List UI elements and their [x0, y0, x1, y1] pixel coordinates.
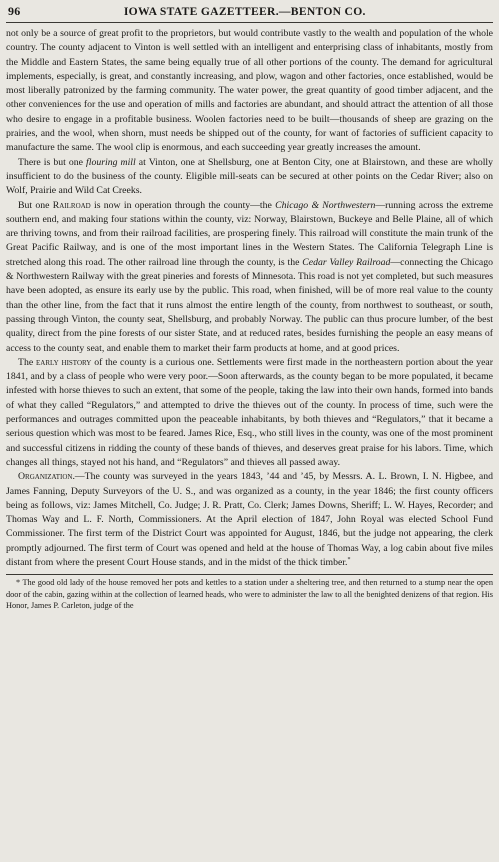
paragraph-text: not only be a source of great profit to the proprietors, but would contribute vastly to the wealth and population of the whole country. The county adjacent to Vinton is well settled with an intelligent and enterprising class of inhabitants, mostly from the Middle and Eastern States, the same being equally true of all other portions of the county. The demand for agricultural implements, especially, is great, and constantly increasing, and plow, wagon and other factories, once established, would be most liberally patronized by the farming community. The water power, the great quantity of good timber adjacent, and the other conveniences for the use and operation of mills and factories are abundant, and should attract the attention of all those who desire to engage in a profitable business. Woolen factories need to be built—thousands of sheep are grazing on the prairies, and the wool, when shorn, must needs be shipped out of the county, for want of factories of sufficient capacity to manufacture the same. The wool clip is enormous, and each succeeding year greatly increases the amount. — [6, 28, 493, 154]
section-lead: early history — [36, 356, 92, 368]
paragraph-organization — [6, 470, 493, 570]
paragraph-railroad — [6, 199, 493, 356]
paragraph-text: —running across the extreme southern end, and making four stations within the county, viz: Norway, Blairstown, Buckeye and Belle Plaine, all of which are thriving towns, and from their railroad facilities, are prospering finely. This railroad will constitute the main trunk of the Great Pacific Railway, and is one of the most important lines in the Western States. The California Telegraph Line is stretched along this road. The other railroad line through the county, is the — [6, 199, 494, 268]
emphasis-text: flouring mill — [86, 156, 136, 168]
section-lead: Railroad — [52, 199, 91, 211]
paragraph-text: But one — [18, 199, 53, 211]
emphasis-text: Cedar Valley Railroad — [302, 256, 391, 268]
footnote — [6, 577, 493, 612]
paragraph-text: .—The county was surveyed in the years 1843, ’44 and ’45, by Messrs. A. L. Brown, I. N. Higbee, and James Fanning, Deputy Surveyors of the U. S., and was organized as a county, in the year 1846; the first county officers being as follows, viz: James Mitchell, Co. Judge; J. R. Pratt, Co. Clerk; James Downs, Sheriff; L. W. Hayes, Recorder; and Thomas Way and L. F. North, Commissioners. At the April election of 1847, John Royal was elected School Fund Commissioner. The first term of the District Court was appointed for August, 1846, but the judge not appearing, the clerk promptly adjourned. The first term of Court was opened and held at the house of Thomas Way, a log cabin about five miles distant from where the present Court House stands, and in the midst of the thick timber. — [6, 471, 493, 568]
running-header — [6, 4, 493, 23]
article-body — [6, 27, 493, 570]
paragraph-text: is now in operation through the county—the — [90, 199, 276, 211]
emphasis-text: Chicago & Northwestern — [275, 199, 376, 211]
running-title: IOWA STATE GAZETTEER.—BENTON CO. — [123, 5, 366, 18]
paragraph-flouring-mills — [6, 156, 493, 199]
footnote-marker: * — [16, 578, 21, 588]
paragraph-text: —connecting the Chicago & Northwestern Railway with the great pineries and forests of Minnesota. This road is not yet completed, but such measures have been adopted, as ensure its early use by the public. This road, when finished, will be of more real value to the county than the other line, from the fact that it runs almost the entire length of the county, from northwest to southeast, or south, passing through Vinton, the county seat, Shellsburg, and probably Norway. The public can thus procure lumber, of the best quality, direct from the pine forests of our sister State, and at reduced rates, besides furnishing the people an easy means of access to the county seat, and enable them to market their farm products at home, and at good prices. — [6, 256, 493, 354]
paragraph-early-history — [6, 356, 493, 470]
page-number: 96 — [8, 4, 21, 18]
paragraph-text: The — [18, 356, 37, 368]
paragraph-text: There is but one — [18, 156, 87, 168]
footnote-divider — [6, 574, 493, 575]
footnote-text: The good old lady of the house removed her pots and kettles to a station under a sheltering tree, and then returned to a stump near the open door of the cabin, gazing within at the collection of learned heads, who were to administer the law to all the benighted denizens of that region. His Honor, James P. Carleton, judge of the — [6, 578, 493, 611]
paragraph-text: of the county is a curious one. Settlements were first made in the northeastern portion about the year 1841, and by a class of people who were very poor.—Soon afterwards, as the county began to be more populated, it became infested with horse thieves to such an extent, that some of the people, taking the law into their own hands, formed into bands of what they called “Regulators,” and attempted to drive the thieves out of the county. In process of time, such were the performances and outrages committed upon the peaceable inhabitants, by both thieves and “Regulators,” that it became a serious question which was most to be feared. James Rice, Esq., who still lives in the county, was one of the most prominent and successful citizens in ridding the county of these bands of thieves, and deserves great praise for his labors. Time, which changes all things, stayed not his hand, and “Regulators” and thieves all passed away. — [6, 356, 493, 468]
section-lead: Organization — [18, 471, 73, 483]
paragraph-manufacturing — [6, 27, 493, 156]
footnote-marker: * — [347, 556, 351, 563]
paragraph-text: at Vinton, one at Shellsburg, one at Benton City, one at Blairstown, and these are wholly insufficient to do the business of the county. Eligible mill-seats can be secured at other points on the Cedar River; also on Wolf, Prairie and Wild Cat Creeks. — [6, 156, 493, 197]
